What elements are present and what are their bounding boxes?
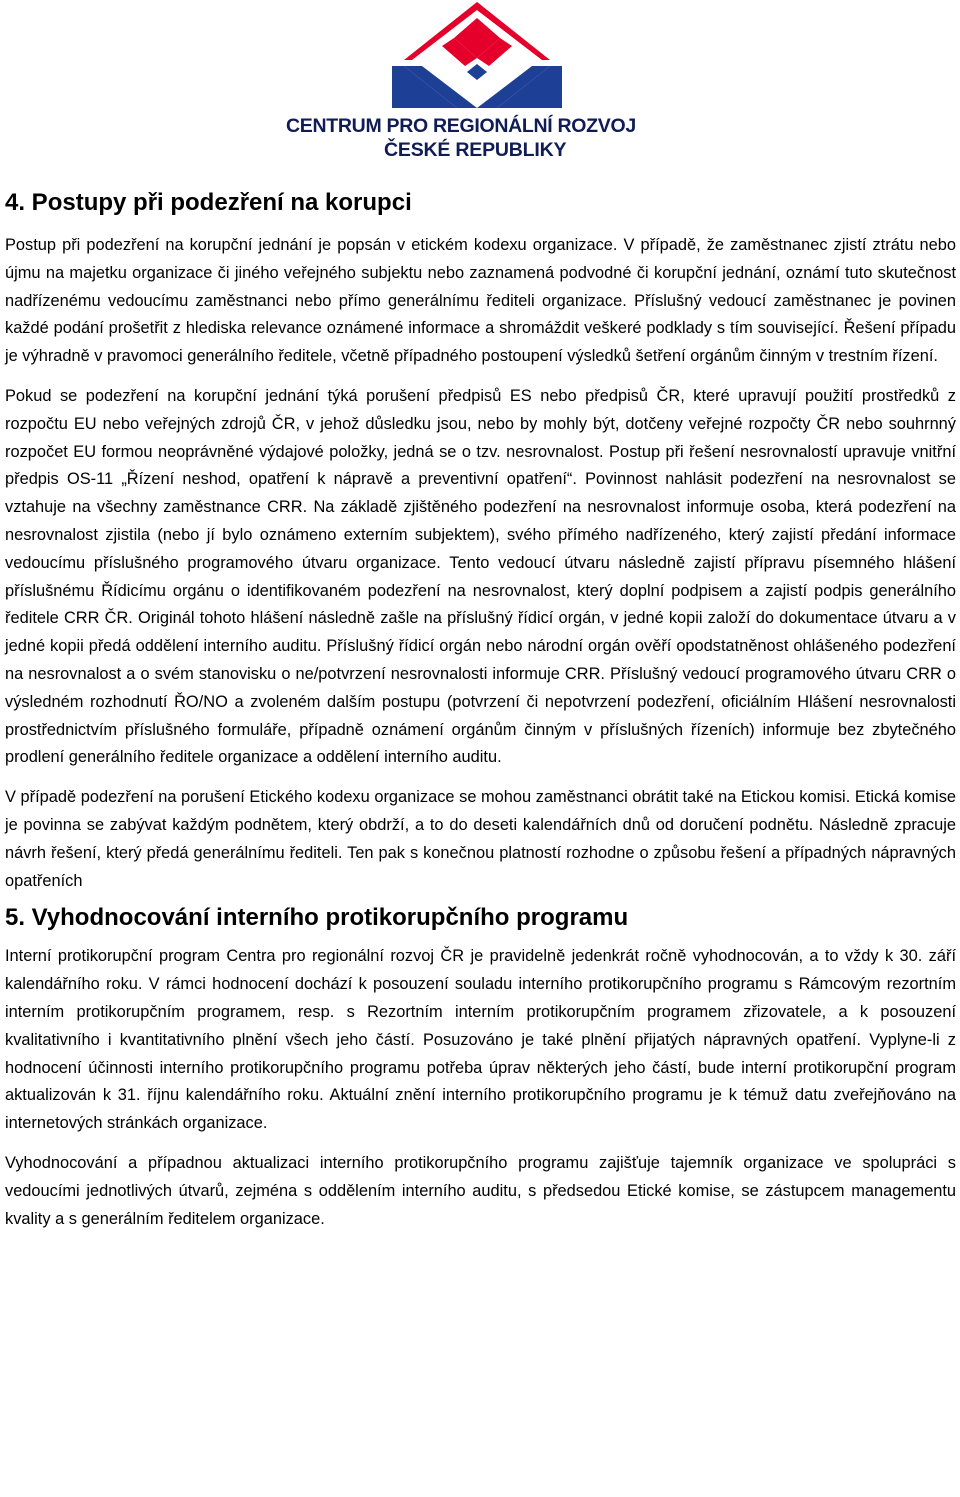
section-4-paragraph-1: Postup při podezření na korupční jednání je popsán v etickém kodexu organizace. V případě, že zaměstnanec zjistí ztrátu nebo újmu na majetku organizace či jiného veřejného subjektu nebo zaznamená podvodné či korupční jednání, oznámí tuto skutečnost nadřízenému vedoucímu zaměstnanci nebo přímo generálnímu řediteli organizace. Příslušný vedoucí zaměstnanec je povinen každé podání prošetřit z hlediska relevance oznámené informace a shromáždit veškeré podklady s tím související. Řešení případu je výhradně v pravomoci generálního ředitele, včetně případného postoupení výsledků šetření orgánům činným v trestním řízení. [5, 236, 956, 366]
document-body [5, 186, 956, 1233]
crr-logo [286, 0, 666, 165]
section-4-paragraph-3: V případě podezření na porušení Etického kodexu organizace se mohou zaměstnanci obrátit také na Etickou komisi. Etická komise je povinna se zabývat každým podnětem, který obdrží, a to do deseti kalendářních dnů od doručení podnětu. Následně zpracuje návrh řešení, který předá generálnímu řediteli. Ten pak s konečnou platností rozhodne o způsobu řešení a případných nápravných opatřeních [5, 788, 956, 890]
section-4-heading: 4. Postupy při podezření na korupci [5, 189, 412, 216]
section-5-paragraph-2: Vyhodnocování a případnou aktualizaci interního protikorupčního programu zajišťuje tajemník organizace ve spolupráci s vedoucími jednotlivých útvarů, zejména s oddělením interního auditu, s předsedou Etické komise, se zástupcem managementu kvality a s generálním ředitelem organizace. [5, 1153, 956, 1228]
crr-logo-mark-icon [382, 0, 572, 112]
logo-text-line2: ČESKÉ REPUBLIKY [384, 139, 567, 161]
section-5-paragraph-1: Interní protikorupční program Centra pro regionální rozvoj ČR je pravidelně jedenkrát ročně vyhodnocován, a to vždy k 30. září kalendářního roku. V rámci hodnocení dochází k posouzení souladu interního protikorupčního programu s Rámcovým rezortním interním protikorupčním programem, resp. s Rezortním interním protikorupčním programem zřizovatele, a k posouzení kvalitativního i kvantitativního plnění všech jeho částí. Posuzováno je také plnění přijatých nápravných opatření. Vyplyne-li z hodnocení účinnosti interního protikorupčního programu potřeba úprav některých jeho částí, bude interní protikorupční program aktualizován k 31. říjnu kalendářního roku. Aktuální znění interního protikorupčního programu je k témuž datu zveřejňováno na internetových stránkách organizace. [5, 947, 956, 1133]
section-5-heading: 5. Vyhodnocování interního protikorupčního programu [5, 904, 629, 932]
section-4-paragraph-2: Pokud se podezření na korupční jednání týká porušení předpisů ES nebo předpisů ČR, které upravují použití prostředků z rozpočtu EU nebo veřejných zdrojů ČR, v jehož důsledku jsou, nebo by mohly být, dotčeny veřejné rozpočty ČR nebo souhrnný rozpočet EU formou neoprávněné výdajové položky, jedná se o tzv. nesrovnalost. Postup při řešení nesrovnalostí upravuje vnitřní předpis OS-11 „Řízení neshod, opatření k nápravě a preventivní opatření“. Povinnost nahlásit podezření na nesrovnalost se vztahuje na všechny zaměstnance CRR. Na základě zjištěného podezření na nesrovnalost informuje osoba, která podezření na nesrovnalost zjistila (nebo jí bylo oznámeno externím subjektem), svého přímého nadřízeného, který zajistí předání informace vedoucímu příslušného programového útvaru organizace. Tento vedoucí útvaru následně zajistí přípravu písemného hlášení příslušnému Řídicímu orgánu o identifikovaném podezření na nesrovnalost, který doplní podpisem a zajistí podpis generálního ředitele CRR ČR. Originál tohoto hlášení následně zašle na příslušný řídicí orgán, v jedné kopii založí do dokumentace útvaru a v jedné kopii předá oddělení interního auditu. Příslušný řídicí orgán nebo národní orgán ověří opodstatněnost ohlášeného podezření na nesrovnalost a o svém stanovisku o ne/potvrzení nesrovnalosti informuje CRR. Příslušný vedoucí programového útvaru CRR o výsledném rozhodnutí ŘO/NO a zvoleném dalším postupu (potvrzení či nepotvrzení podezření, oficiálním Hlášení nesrovnalosti prostřednictvím příslušného formuláře, případně oznámení orgánům činným v příslušných řízeních) informuje bez zbytečného prodlení generálního ředitele organizace a oddělení interního auditu. [5, 386, 956, 767]
logo-text-line1: CENTRUM PRO REGIONÁLNÍ ROZVOJ [286, 115, 636, 137]
